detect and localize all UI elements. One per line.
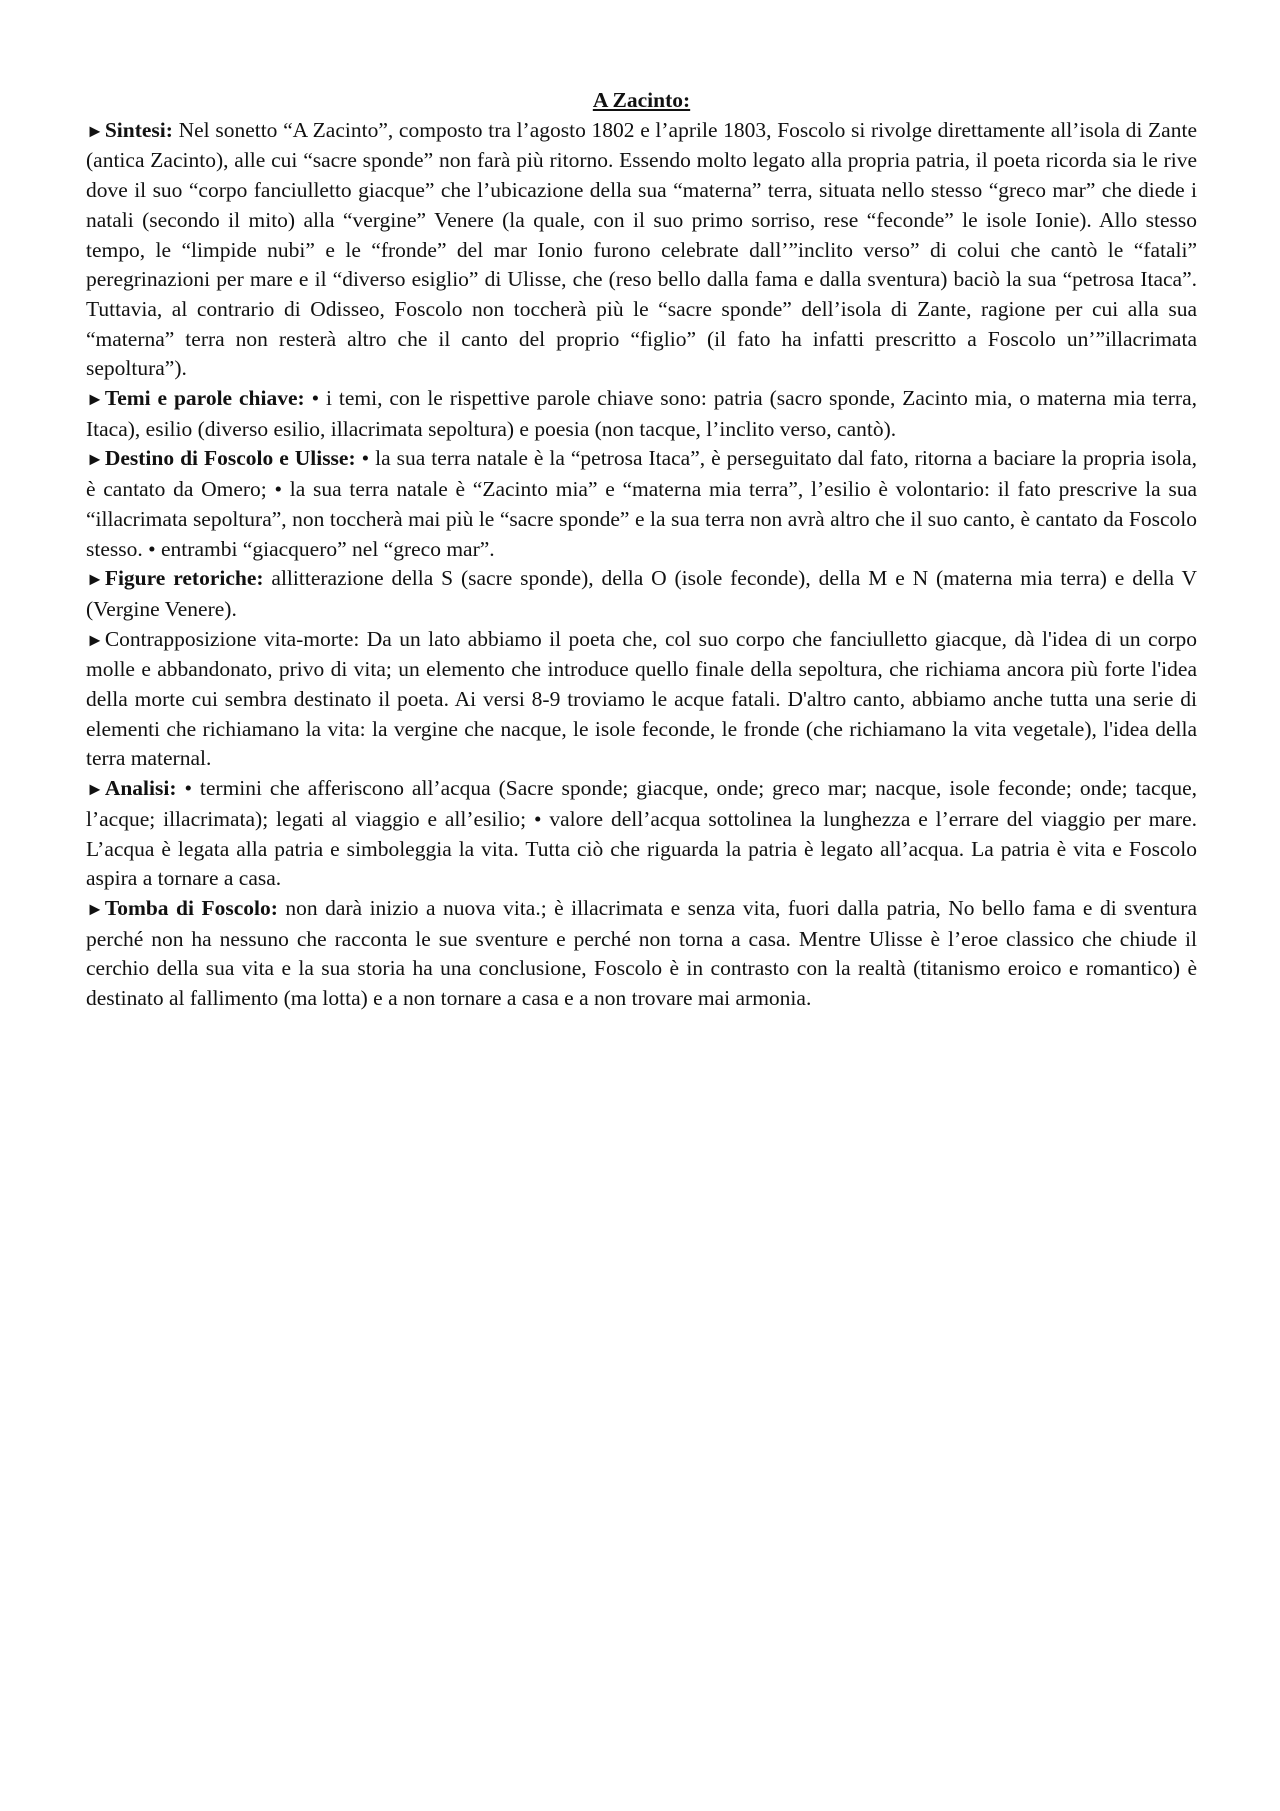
section-heading: Tomba di Foscolo: [104,895,278,920]
section-heading: Temi e parole chiave: [104,386,305,411]
section-heading: Figure retoriche: [104,566,264,591]
section-heading: Destino di Foscolo e Ulisse: [104,446,356,471]
section-analisi [86,774,1197,894]
section-text: allitterazione della S (sacre sponde), della O (isole feconde), della M e N (materna mia terra) e della V (Vergine Venere). [86,566,1198,621]
section-destino [86,444,1197,564]
arrow-marker-icon: ► [86,120,104,141]
arrow-marker-icon: ► [86,569,104,590]
section-text: • termini che afferiscono all’acqua (Sacre sponde; giacque, onde; greco mar; nacque, isole feconde; onde; tacque, l’acque; illacrimata); legati al viaggio e all’esilio; • valore dell’acqua sottolinea la lunghezza e l’errare del viaggio per mare. L’acqua è legata alla patria e simboleggia la vita. Tutta ciò che riguarda la patria è legato all’acqua. La patria è vita e Foscolo aspira a tornare a casa. [86,776,1197,891]
section-text: • i temi, con le rispettive parole chiave sono: patria (sacro sponde, Zacinto mia, o materna mia terra, Itaca), esilio (diverso esilio, illacrimata sepoltura) e poesia (non tacque, l’inclito verso, cantò). [86,386,1198,441]
section-temi [86,384,1197,444]
section-contrapposizione [86,625,1197,775]
section-heading: Analisi: [104,776,177,801]
section-heading: Sintesi: [104,117,173,142]
arrow-marker-icon: ► [86,779,104,800]
arrow-marker-icon: ► [86,449,104,470]
section-text: Nel sonetto “A Zacinto”, composto tra l’agosto 1802 e l’aprile 1803, Foscolo si rivolge direttamente all’isola di Zante (antica Zacinto), alle cui “sacre sponde” non farà più ritorno. Essendo molto legato alla propria patria, il poeta ricorda sia le rive dove il suo “corpo fanciulletto giacque” che l’ubicazione della sua “materna” terra, situata nello stesso “greco mar” che diede i natali (secondo il mito) alla “vergine” Venere (la quale, con il suo primo sorriso, rese “feconde” le isole Ionie). Allo stesso tempo, le “limpide nubi” e le “fronde” del mar Ionio furono celebrate dall’”inclito verso” di colui che cantò le “fatali” peregrinazioni per mare e il “diverso esiglio” di Ulisse, che (reso bello dalla fama e dalla sventura) baciò la sua “petrosa Itaca”. Tuttavia, al contrario di Odisseo, Foscolo non toccherà più le “sacre sponde” dell’isola di Zante, ragione per cui alla sua “materna” terra non resterà altro che il canto del proprio “figlio” (il fato ha infatti prescritto a Foscolo un’”illacrimata sepoltura”). [86,117,1197,381]
section-text: non darà inizio a nuova vita.; è illacrimata e senza vita, fuori dalla patria, No bello fama e di sventura perché non ha nessuno che racconta le sue sventure e perché non torna a casa. Mentre Ulisse è l’eroe classico che chiude il cerchio della sua vita e la sua storia ha una conclusione, Foscolo è in contrasto con la realtà (titanismo eroico e romantico) è destinato al fallimento (ma lotta) e a non tornare a casa e a non trovare mai armonia. [86,895,1197,1011]
section-figure-retoriche [86,564,1197,624]
section-sintesi [86,116,1197,384]
section-tomba [86,894,1197,1014]
section-text: Contrapposizione vita-morte: Da un lato abbiamo il poeta che, col suo corpo che fanciulletto giacque, dà l'idea di un corpo molle e abbandonato, privo di vita; un elemento che introduce quello finale della sepoltura, che richiama ancora più forte l'idea della morte cui sembra destinato il poeta. Ai versi 8-9 troviamo le acque fatali. D'altro canto, abbiamo anche tutta una serie di elementi che richiamano la vita: la vergine che nacque, le isole feconde, le fronde (che richiamano la vita vegetale), l'idea della terra maternal. [86,626,1197,771]
arrow-marker-icon: ► [86,629,104,650]
document-title: A Zacinto: [592,88,691,112]
document-page [86,86,1197,1014]
arrow-marker-icon: ► [86,389,104,410]
section-text: • la sua terra natale è la “petrosa Itaca”, è perseguitato dal fato, ritorna a baciare la propria isola, è cantato da Omero; • la sua terra natale è “Zacinto mia” e “materna mia terra”, l’esilio è volontario: il fato prescrive la sua “illacrimata sepoltura”, non toccherà mai più le “sacre sponde” e la sua terra non avrà altro che il suo canto, è cantato da Foscolo stesso. • entrambi “giacquero” nel “greco mar”. [86,446,1197,561]
arrow-marker-icon: ► [86,898,104,919]
